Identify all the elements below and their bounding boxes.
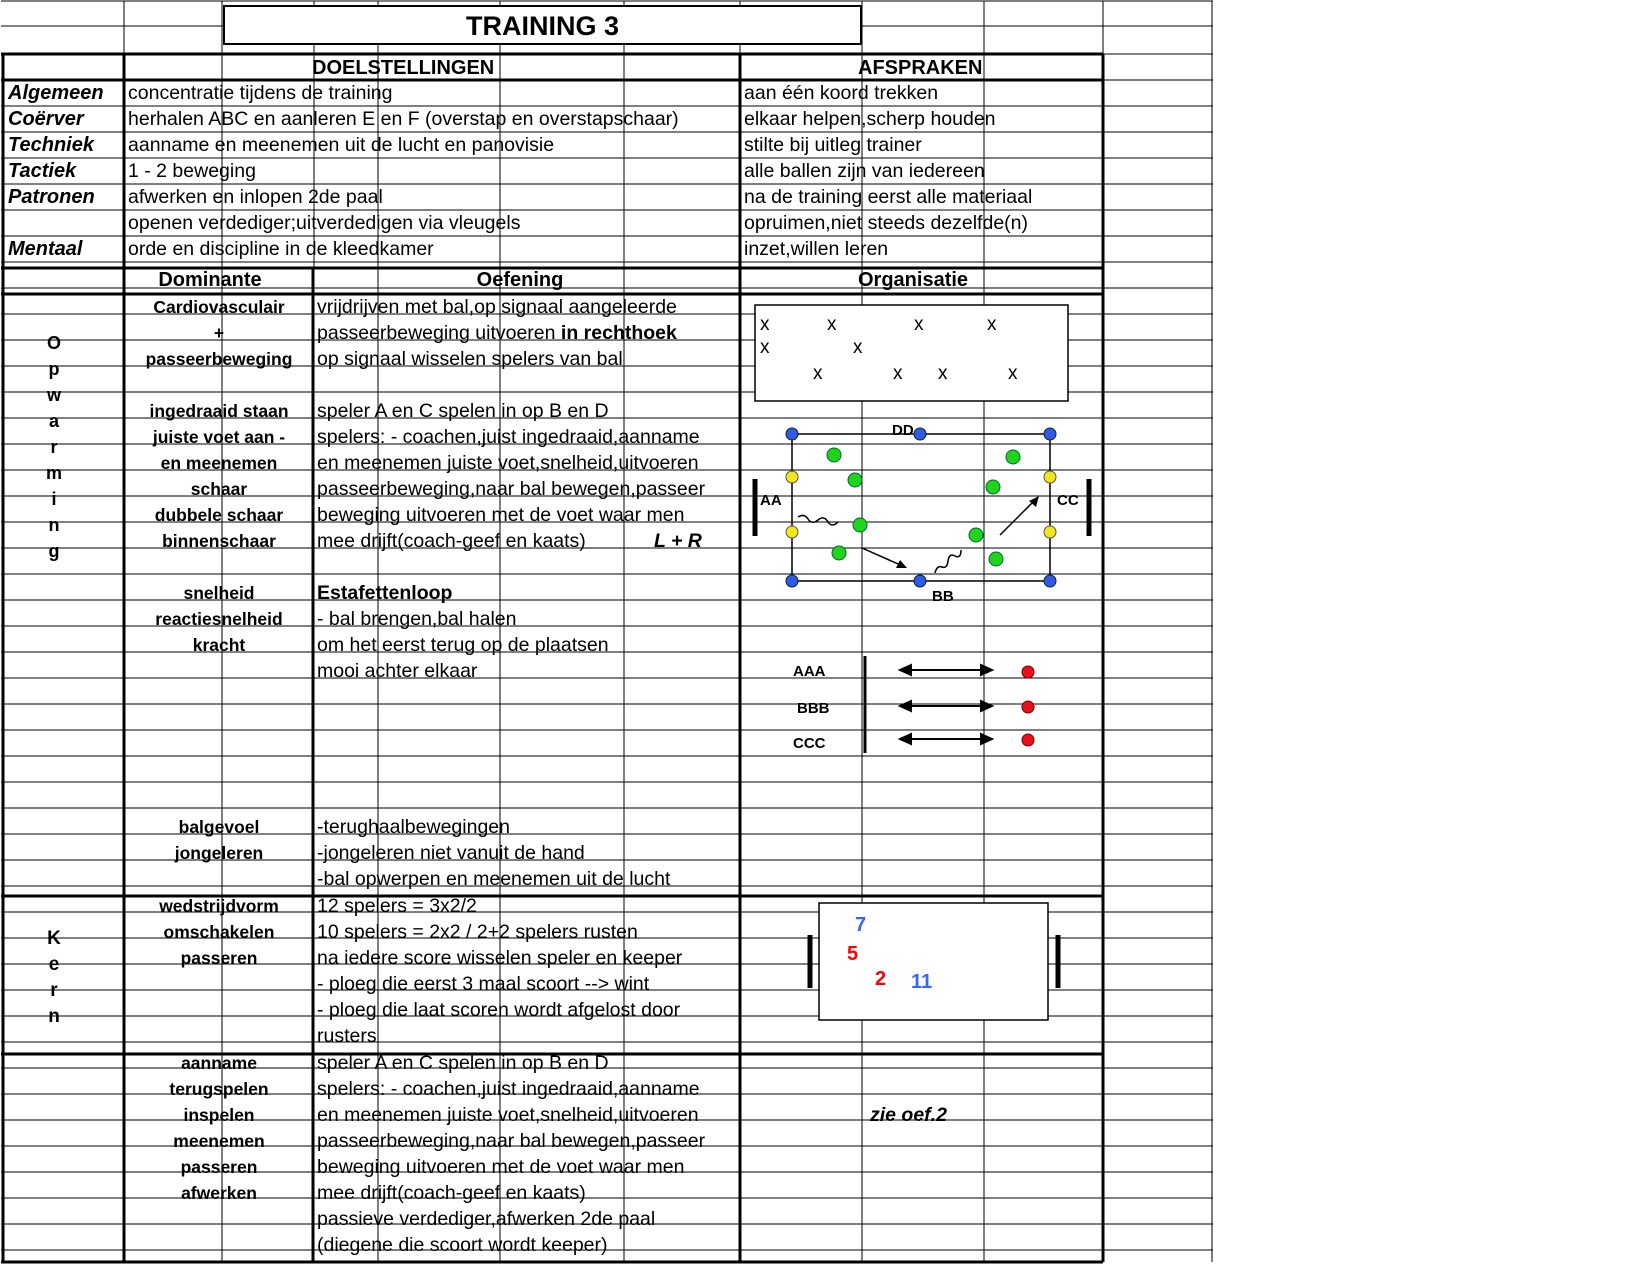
goal-label: Techniek: [8, 134, 94, 156]
dominante-item: passeren: [180, 948, 258, 968]
exercise-text: beweging uitvoeren met de voet waar men: [317, 1156, 685, 1178]
exercise-text: en meenemen juiste voet,snelheid,uitvoeren: [317, 1104, 699, 1126]
green-player: [853, 518, 867, 532]
green-player: [1006, 450, 1020, 464]
player-x: x: [1008, 363, 1018, 384]
player-number: 11: [911, 971, 933, 993]
relay-label: AAA: [793, 663, 826, 680]
field-rectangle: [755, 305, 1068, 401]
blue-cone: [914, 575, 926, 587]
exercise-text: speler A en C spelen in op B en D: [317, 400, 609, 422]
vertical-letter: i: [51, 489, 57, 509]
vertical-letter: e: [48, 954, 60, 975]
dominante-item: wedstrijdvorm: [159, 896, 279, 916]
goal-text: orde en discipline in de kleedkamer: [128, 238, 434, 260]
goal-text: aanname en meenemen uit de lucht en panovisie: [128, 134, 555, 156]
exercise-text: passieve verdediger,afwerken 2de paal: [317, 1208, 656, 1230]
dominante-item: Cardiovasculair: [153, 297, 285, 317]
blue-cone: [1044, 575, 1056, 587]
exercise-text: (diegene die scoort wordt keeper): [317, 1234, 608, 1256]
exercise-text: speler A en C spelen in op B en D: [317, 1052, 609, 1074]
goal-text: 1 - 2 beweging: [128, 160, 256, 182]
exercise-text: passeerbeweging,naar bal bewegen,passeer: [317, 478, 706, 500]
header-oefening: Oefening: [476, 269, 564, 291]
diagram-passeer-vierkant: [755, 422, 1089, 605]
label-cc: CC: [1057, 492, 1079, 509]
relay-label: CCC: [793, 735, 826, 752]
green-player: [848, 473, 862, 487]
goal-text: afwerken en inlopen 2de paal: [128, 186, 383, 208]
diagram-estafette: [793, 656, 1034, 753]
green-player: [989, 552, 1003, 566]
vertical-letter: g: [48, 541, 60, 561]
yellow-cone: [1044, 526, 1056, 538]
yellow-cone: [1044, 471, 1056, 483]
dominante-item: passeren: [180, 1157, 258, 1177]
goal-text: concentratie tijdens de training: [128, 82, 393, 104]
dominante-item: balgevoel: [178, 817, 260, 837]
player-x: x: [827, 314, 837, 335]
exercise-text: -terughaalbewegingen: [317, 816, 510, 838]
header-afspraken: AFSPRAKEN: [858, 57, 983, 79]
exercise-text: -jongeleren niet vanuit de hand: [317, 842, 585, 864]
dribble-line: [798, 515, 838, 525]
dominante-item: meenemen: [173, 1131, 265, 1151]
diagram-wedstrijd: [810, 903, 1058, 1020]
vertical-letter: r: [50, 437, 58, 457]
exercise-text: passeerbeweging,naar bal bewegen,passeer: [317, 1130, 706, 1152]
dominante-item: schaar: [190, 479, 248, 499]
goal-text: openen verdediger;uitverdedigen via vleugels: [128, 212, 521, 234]
exercise-text: en meenemen juiste voet,snelheid,uitvoeren: [317, 452, 699, 474]
green-players: [827, 448, 1020, 566]
dominante-item: aanname: [181, 1053, 257, 1073]
player-x: x: [938, 363, 948, 384]
dominante-item: passeerbeweging: [145, 349, 293, 369]
page-title: TRAINING 3: [223, 5, 862, 45]
header-doelstellingen: DOELSTELLINGEN: [312, 57, 495, 79]
vertical-letter: p: [48, 359, 60, 379]
player-x: x: [760, 337, 770, 358]
dribble-line: [935, 550, 961, 573]
red-cone: [1022, 666, 1034, 678]
vertical-letter: n: [48, 1006, 60, 1027]
exercise-text: mee drijft(coach-geef en kaats): [317, 530, 586, 552]
goal-text: herhalen ABC en aanleren E en F (overstap en overstapschaar): [128, 108, 679, 130]
exercise-text: mee drijft(coach-geef en kaats): [317, 1182, 586, 1204]
agreement-text: na de training eerst alle materiaal: [744, 186, 1033, 208]
goal-label: Algemeen: [8, 82, 104, 104]
goal-label: Coërver: [8, 108, 84, 130]
green-player: [832, 546, 846, 560]
green-player: [986, 480, 1000, 494]
player-x: x: [914, 314, 924, 335]
blue-cone: [1044, 428, 1056, 440]
player-x: x: [813, 363, 823, 384]
dominante-item: jongeleren: [174, 843, 264, 863]
arrow-head: [981, 665, 992, 675]
dominante-item: terugspelen: [169, 1079, 269, 1099]
vertical-letter: w: [46, 385, 61, 405]
label-dd: DD: [892, 422, 914, 439]
yellow-cone: [786, 471, 798, 483]
player-number: 7: [855, 914, 867, 936]
exercise-text: op signaal wisselen spelers van bal: [317, 348, 623, 370]
red-cone: [1022, 701, 1034, 713]
dominante-item: +: [213, 323, 225, 343]
arrow-head: [900, 665, 911, 675]
dominante-item: inspelen: [183, 1105, 255, 1125]
exercise-text: rusters: [317, 1025, 377, 1047]
exercise-text: beweging uitvoeren met de voet waar men: [317, 504, 685, 526]
green-player: [969, 528, 983, 542]
label-aa: AA: [760, 492, 782, 509]
exercise-text: 10 spelers = 2x2 / 2+2 spelers rusten: [317, 921, 638, 943]
red-cone: [1022, 734, 1034, 746]
vertical-letter: n: [48, 515, 60, 535]
yellow-cones: [786, 471, 1056, 538]
arrow-head: [900, 734, 911, 744]
dominante-item: omschakelen: [163, 922, 275, 942]
agreement-text: stilte bij uitleg trainer: [744, 134, 922, 156]
dominante-item: snelheid: [183, 583, 255, 603]
vertical-letter: m: [45, 463, 62, 483]
exercise-text: - ploeg die laat scoren wordt afgelost door: [317, 999, 681, 1021]
exercise-text: mooi achter elkaar: [317, 660, 478, 682]
arrow-head: [900, 701, 911, 711]
vertical-letter: r: [50, 980, 58, 1001]
vertical-letter: a: [48, 411, 59, 431]
agreement-text: elkaar helpen,scherp houden: [744, 108, 996, 130]
player-x: x: [893, 363, 903, 384]
agreement-text: opruimen,niet steeds dezelfde(n): [744, 212, 1028, 234]
exercise-text: Estafettenloop: [317, 582, 453, 604]
exercise-text: - ploeg die eerst 3 maal scoort --> wint: [317, 973, 650, 995]
arrow-head: [981, 734, 992, 744]
blue-cone: [914, 428, 926, 440]
dominante-item: juiste voet aan -: [152, 427, 286, 447]
exercise-text: na iedere score wisselen speler en keeper: [317, 947, 683, 969]
player-x: x: [853, 337, 863, 358]
dominante-item: en meenemen: [160, 453, 278, 473]
exercise-text: vrijdrijven met bal,op signaal aangeleerde: [317, 296, 677, 318]
exercise-text: om het eerst terug op de plaatsen: [317, 634, 609, 656]
exercise-text: spelers: - coachen,juist ingedraaid,aanname: [317, 426, 700, 448]
agreement-text: alle ballen zijn van iedereen: [744, 160, 985, 182]
exercise-text: 12 spelers = 3x2/2: [317, 895, 477, 917]
vertical-letter: O: [46, 333, 61, 353]
reference-note: zie oef.2: [870, 1104, 947, 1126]
exercise-text: - bal brengen,bal halen: [317, 608, 517, 630]
exercise-text: passeerbeweging uitvoeren in rechthoek: [317, 322, 677, 344]
player-number: 5: [847, 943, 859, 965]
yellow-cone: [786, 526, 798, 538]
diagram-vrijdrijven: [755, 305, 1068, 401]
dominante-item: reactiesnelheid: [155, 609, 283, 629]
exercise-bold-text: in rechthoek: [560, 322, 677, 344]
player-x: x: [987, 314, 997, 335]
dominante-item: afwerken: [181, 1183, 257, 1203]
goal-label: Patronen: [8, 186, 95, 208]
blue-cone: [786, 575, 798, 587]
dominante-item: ingedraaid staan: [149, 401, 289, 421]
player-x: x: [760, 314, 770, 335]
vertical-letter: K: [47, 928, 61, 949]
relay-label: BBB: [797, 700, 830, 717]
goal-label: Mentaal: [8, 238, 83, 260]
header-organisatie: Organisatie: [858, 269, 969, 291]
exercise-text: -bal opwerpen en meenemen uit de lucht: [317, 868, 671, 890]
blue-cone: [786, 428, 798, 440]
dominante-item: kracht: [192, 635, 246, 655]
header-dominante: Dominante: [158, 269, 262, 291]
agreement-text: aan één koord trekken: [744, 82, 939, 104]
dominante-item: binnenschaar: [162, 531, 276, 551]
exercise-text: spelers: - coachen,juist ingedraaid,aanname: [317, 1078, 700, 1100]
pass-arrow: [1000, 498, 1037, 535]
label-bb: BB: [932, 588, 954, 605]
agreement-text: inzet,willen leren: [744, 238, 889, 260]
goal-label: Tactiek: [8, 160, 77, 182]
player-number: 2: [875, 968, 887, 990]
left-right-label: L + R: [654, 530, 702, 552]
dominante-item: dubbele schaar: [154, 505, 284, 525]
arrow-head: [981, 701, 992, 711]
green-player: [827, 448, 841, 462]
